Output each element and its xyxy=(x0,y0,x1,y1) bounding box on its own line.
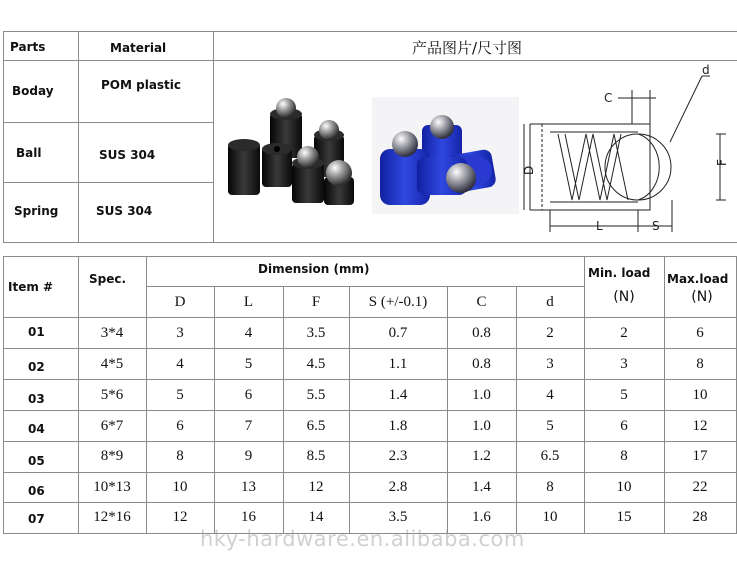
grid-line xyxy=(3,379,737,380)
max-load-value: 6 xyxy=(696,325,704,341)
min-load-value: 15 xyxy=(616,509,632,525)
d-value: 4 xyxy=(176,356,184,372)
l-value: 9 xyxy=(244,448,253,464)
l-value: 5 xyxy=(244,356,253,372)
black-ball-plungers-photo xyxy=(218,95,366,210)
min-load-value: 10 xyxy=(616,479,632,495)
small-d-value: 8 xyxy=(546,479,554,495)
spec-value: 6*7 xyxy=(100,418,124,434)
small-d-value: 2 xyxy=(546,325,554,341)
c-value: 0.8 xyxy=(472,356,491,372)
dimension-header: Dimension (mm) xyxy=(258,262,370,276)
watermark: hky-hardware.en.alibaba.com xyxy=(200,527,525,551)
dim-column-header: F xyxy=(311,294,321,310)
dim-column-header: d xyxy=(546,294,554,310)
small-d-value: 4 xyxy=(546,387,554,403)
grid-line xyxy=(3,410,737,411)
item-number: 07 xyxy=(28,512,45,526)
spec-header: Spec. xyxy=(89,272,127,286)
grid-line xyxy=(146,286,584,287)
grid-line xyxy=(3,317,737,318)
blue-ball-plungers-photo xyxy=(372,97,519,214)
max-load-value: 17 xyxy=(692,448,708,464)
grid-line xyxy=(3,122,213,123)
grid-line xyxy=(78,31,79,243)
material-value: SUS 304 xyxy=(96,204,153,218)
spec-value: 10*13 xyxy=(93,479,131,495)
c-value: 0.8 xyxy=(472,325,491,341)
small-d-value: 10 xyxy=(542,509,558,525)
dim-column-header: S (+/-0.1) xyxy=(368,294,428,310)
min-load-value: 8 xyxy=(620,448,628,464)
grid-line xyxy=(3,242,737,243)
item-number: 04 xyxy=(28,422,45,436)
s-value: 0.7 xyxy=(388,325,408,341)
drawing-header: 产品图片/尺寸图 xyxy=(412,39,523,57)
grid-line xyxy=(3,31,4,243)
dimension-diagram xyxy=(520,62,734,237)
dim-column-header: C xyxy=(476,294,487,310)
part-label: Spring xyxy=(14,204,59,218)
grid-line xyxy=(3,502,737,503)
f-value: 5.5 xyxy=(306,387,326,403)
l-value: 16 xyxy=(241,509,256,525)
diagram-label-F: F xyxy=(715,159,729,166)
grid-line xyxy=(213,31,214,243)
item-number: 03 xyxy=(28,392,45,406)
max-load-value: 10 xyxy=(692,387,708,403)
c-value: 1.2 xyxy=(472,448,491,464)
grid-line xyxy=(3,348,737,349)
c-value: 1.0 xyxy=(472,387,491,403)
spec-value: 5*6 xyxy=(100,387,124,403)
d-value: 6 xyxy=(176,418,184,434)
grid-line xyxy=(3,441,737,442)
item-number: 02 xyxy=(28,360,45,374)
s-value: 1.1 xyxy=(388,356,408,372)
l-value: 6 xyxy=(244,387,253,403)
d-value: 5 xyxy=(176,387,184,403)
s-value: 1.4 xyxy=(388,387,408,403)
c-value: 1.6 xyxy=(472,509,491,525)
f-value: 14 xyxy=(308,509,324,525)
diagram-label-D: D xyxy=(522,165,536,175)
item-number: 05 xyxy=(28,454,45,468)
grid-line xyxy=(3,31,737,32)
max-load-value: 12 xyxy=(692,418,708,434)
item-header: Item # xyxy=(8,280,54,294)
spec-value: 8*9 xyxy=(100,448,124,464)
material-value: POM plastic xyxy=(101,78,182,92)
min-load-value: 2 xyxy=(620,325,628,341)
spec-value: 4*5 xyxy=(100,356,124,372)
d-value: 3 xyxy=(176,325,184,341)
min-load-value: 5 xyxy=(620,387,628,403)
c-value: 1.4 xyxy=(472,479,491,495)
c-value: 1.0 xyxy=(472,418,491,434)
dim-column-header: D xyxy=(174,294,186,310)
material-header: Material xyxy=(110,41,167,55)
small-d-value: 3 xyxy=(546,356,554,372)
item-number: 06 xyxy=(28,484,45,498)
diagram-label-d: d xyxy=(702,63,710,77)
max-load-header: Max.load xyxy=(667,272,729,286)
s-value: 2.3 xyxy=(388,448,408,464)
f-value: 3.5 xyxy=(306,325,326,341)
s-value: 1.8 xyxy=(388,418,408,434)
max-load-unit: (N) xyxy=(691,289,713,305)
material-value: SUS 304 xyxy=(99,148,156,162)
item-number: 01 xyxy=(28,325,45,339)
f-value: 12 xyxy=(308,479,324,495)
s-value: 2.8 xyxy=(388,479,408,495)
l-value: 13 xyxy=(241,479,256,495)
s-value: 3.5 xyxy=(388,509,408,525)
f-value: 6.5 xyxy=(306,418,326,434)
diagram-label-L: L xyxy=(596,219,603,233)
grid-line xyxy=(3,182,213,183)
max-load-value: 28 xyxy=(692,509,708,525)
l-value: 7 xyxy=(244,418,253,434)
dim-column-header: L xyxy=(243,294,254,310)
small-d-value: 6.5 xyxy=(540,448,560,464)
diagram-label-S: S xyxy=(652,219,660,233)
l-value: 4 xyxy=(244,325,253,341)
small-d-value: 5 xyxy=(546,418,554,434)
max-load-value: 22 xyxy=(692,479,708,495)
grid-line xyxy=(3,256,737,257)
diagram-label-c: C xyxy=(604,91,613,105)
part-label: Ball xyxy=(16,146,42,160)
f-value: 4.5 xyxy=(306,356,326,372)
max-load-value: 8 xyxy=(696,356,704,372)
spec-value: 12*16 xyxy=(93,509,131,525)
f-value: 8.5 xyxy=(306,448,326,464)
grid-line xyxy=(3,256,4,533)
min-load-unit: (N) xyxy=(613,289,635,305)
d-value: 10 xyxy=(172,479,188,495)
min-load-value: 6 xyxy=(620,418,628,434)
d-value: 8 xyxy=(176,448,184,464)
min-load-header: Min. load xyxy=(588,266,651,280)
min-load-value: 3 xyxy=(620,356,628,372)
parts-header: Parts xyxy=(10,40,46,54)
d-value: 12 xyxy=(172,509,188,525)
part-label: Boday xyxy=(12,84,54,98)
grid-line xyxy=(3,472,737,473)
grid-line xyxy=(3,60,737,61)
spec-value: 3*4 xyxy=(100,325,124,341)
